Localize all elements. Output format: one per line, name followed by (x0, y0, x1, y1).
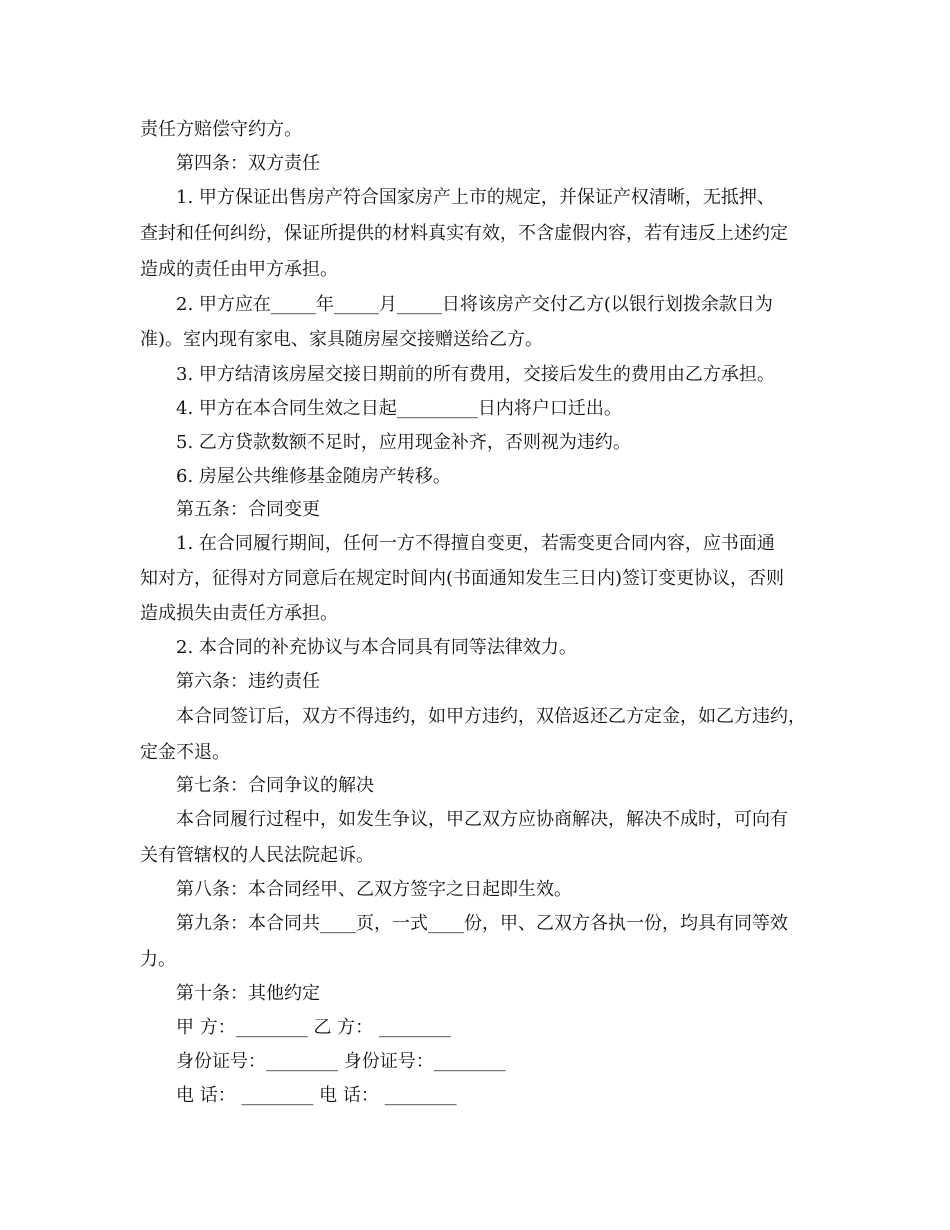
signature-line-phone: 电 话： ________ 电 话： ________ (176, 1085, 457, 1106)
text-line: 5. 乙方贷款数额不足时，应用现金补齐，否则视为违约。 (176, 432, 631, 453)
text-line: 造成的责任由甲方承担。 (140, 259, 338, 280)
section-heading: 第十条：其他约定 (176, 983, 320, 1004)
section-heading: 第四条：双方责任 (176, 153, 320, 174)
text-line: 力。 (140, 949, 176, 970)
text-line: 1. 在合同履行期间，任何一方不得擅自变更，若需变更合同内容，应书面通 (176, 533, 775, 554)
section-heading: 第五条：合同变更 (176, 499, 320, 520)
signature-line-id: 身份证号：________ 身份证号：________ (176, 1051, 506, 1072)
text-line: 知对方，征得对方同意后在规定时间内(书面通知发生三日内)签订变更协议，否则 (140, 568, 785, 589)
section-heading: 第六条：违约责任 (176, 671, 320, 692)
text-line: 准)。室内现有家电、家具随房屋交接赠送给乙方。 (140, 329, 544, 350)
text-line: 2. 本合同的补充协议与本合同具有同等法律效力。 (176, 637, 577, 658)
text-line: 2. 甲方应在_____年_____月_____日将该房产交付乙方(以银行划拨余款日为 (176, 294, 773, 315)
text-line: 3. 甲方结清该房屋交接日期前的所有费用，交接后发生的费用由乙方承担。 (176, 364, 775, 385)
text-line: 6. 房屋公共维修基金随房产转移。 (176, 466, 451, 487)
text-line: 本合同签订后，双方不得违约，如甲方违约，双倍返还乙方定金，如乙方违约， (176, 706, 806, 727)
text-line: 责任方赔偿守约方。 (140, 119, 302, 140)
text-line: 定金不退。 (140, 742, 230, 763)
text-line: 本合同履行过程中，如发生争议，甲乙双方应协商解决，解决不成时，可向有 (176, 809, 788, 830)
section-heading: 第八条：本合同经甲、乙双方签字之日起即生效。 (176, 879, 572, 900)
text-line: 造成损失由责任方承担。 (140, 603, 338, 624)
text-line: 查封和任何纠纷，保证所提供的材料真实有效，不含虚假内容，若有违反上述约定 (140, 223, 788, 244)
text-line: 关有管辖权的人民法院起诉。 (140, 845, 374, 866)
signature-line-party: 甲 方：________ 乙 方： ________ (176, 1017, 451, 1038)
text-line: 4. 甲方在本合同生效之日起_________日内将户口迁出。 (176, 398, 622, 419)
text-line: 第九条：本合同共____页，一式____份，甲、乙双方各执一份，均具有同等效 (176, 913, 788, 934)
text-line: 1. 甲方保证出售房产符合国家房产上市的规定，并保证产权清晰，无抵押、 (176, 187, 775, 208)
section-heading: 第七条：合同争议的解决 (176, 775, 374, 796)
